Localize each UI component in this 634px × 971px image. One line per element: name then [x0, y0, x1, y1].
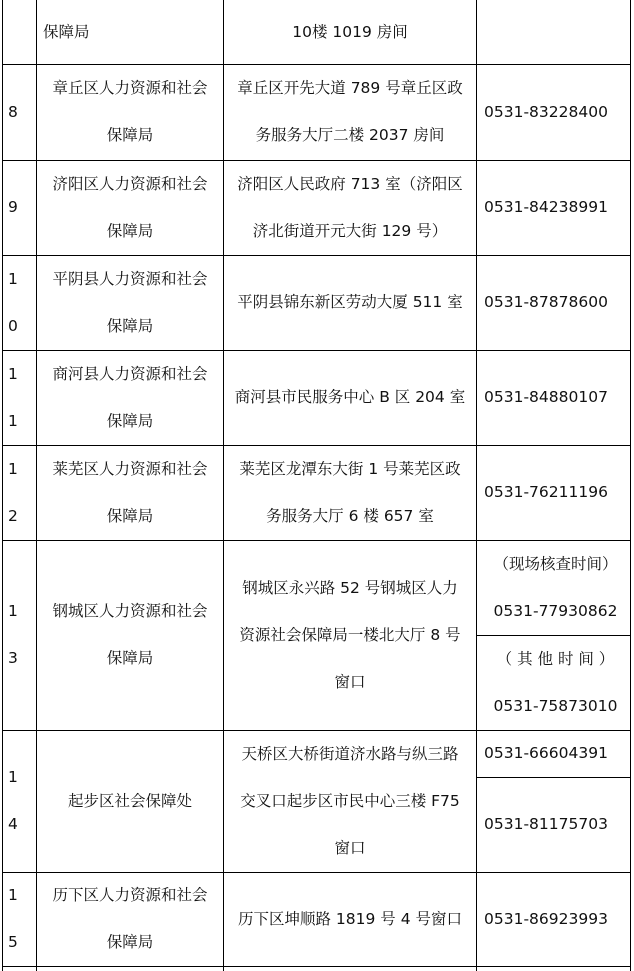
- agency-name: 保障局: [106, 933, 154, 951]
- phone-cell: [477, 350, 634, 445]
- address: 济阳区人民政府 713 室（济阳区: [237, 174, 463, 193]
- agency-name: 保障局: [106, 221, 154, 240]
- address: 平阴县锦东新区劳动大厦 511 室: [237, 293, 463, 311]
- address-cell: [224, 255, 476, 350]
- row-number: [8, 730, 32, 872]
- agency-name: 章丘区人力资源和社会: [52, 79, 208, 97]
- agency-name: 钢城区人力资源和社会: [52, 602, 208, 620]
- address: 章丘区开先大道 789 号章丘区政: [237, 79, 463, 97]
- address-cell: [224, 64, 476, 160]
- row-number: [8, 64, 32, 160]
- agency-name-cell: [37, 872, 223, 966]
- address: 钢城区永兴路 52 号钢城区人力: [242, 578, 458, 597]
- phone-number: 0531-81175703: [484, 815, 608, 833]
- row-number: [8, 255, 32, 350]
- agency-name: 平阴县人力资源和社会: [52, 269, 208, 288]
- phone-number: 0531-86923993: [484, 909, 608, 928]
- address: 务服务大厅 6 楼 657 室: [266, 506, 434, 525]
- phone-cell: [477, 872, 634, 966]
- address: 历下区坤顺路 1819 号 4 号窗口: [237, 909, 463, 928]
- agency-name: 保障局: [106, 506, 154, 525]
- address-cell: [224, 872, 476, 966]
- row-number-digit: 5: [8, 933, 18, 951]
- address: 交叉口起步区市民中心三楼 F75: [240, 791, 460, 810]
- row-number-digit: 2: [8, 506, 18, 525]
- address-cell: [224, 445, 476, 540]
- agency-name: 莱芜区人力资源和社会: [52, 459, 208, 478]
- address: 商河县市民服务中心 B 区 204 室: [234, 388, 466, 406]
- address: 资源社会保障局一楼北大厅 8 号: [239, 625, 461, 644]
- address: 窗口: [334, 838, 366, 857]
- agency-name-cell: [37, 160, 223, 255]
- row-number-digit: 1: [8, 886, 18, 904]
- address-cell: [224, 730, 476, 872]
- row-number-digit: 1: [8, 459, 18, 478]
- row-number-digit: 1: [8, 768, 18, 786]
- phone-number: 0531-84238991: [484, 198, 608, 216]
- phone-cell: [477, 445, 634, 540]
- row-number: [8, 872, 32, 966]
- row-number-digit: 4: [8, 815, 18, 833]
- agency-name-cell: [37, 64, 223, 160]
- address-cell: [224, 160, 476, 255]
- agency-name: 商河县人力资源和社会: [52, 364, 208, 383]
- agency-name: 保障局: [106, 649, 154, 667]
- agency-name: 保障局: [106, 126, 154, 144]
- row-number-digit: 3: [8, 649, 18, 667]
- phone-cell: [477, 730, 634, 777]
- phone-cell: [477, 540, 634, 635]
- agency-name: 保障局: [106, 316, 154, 335]
- agency-name: 起步区社会保障处: [67, 791, 192, 810]
- row-number-digit: 1: [8, 602, 18, 620]
- row-number: [8, 540, 32, 730]
- agency-name-cell: [37, 730, 223, 872]
- address: 莱芜区龙潭东大街 1 号莱芜区政: [239, 459, 461, 478]
- agency-name: 保障局: [43, 22, 90, 41]
- agency-name-cell: [37, 445, 223, 540]
- address: 天桥区大桥街道济水路与纵三路: [241, 744, 459, 763]
- phone-number: 0531-84880107: [484, 388, 608, 406]
- phone-number: 0531-87878600: [484, 293, 608, 311]
- phone-cell: [477, 160, 634, 255]
- row-number-digit: 9: [8, 198, 18, 216]
- row-number: [8, 350, 32, 445]
- phone-number: 0531-66604391: [484, 744, 608, 762]
- phone-cell: [477, 635, 634, 730]
- row-number-digit: 0: [8, 316, 18, 335]
- table-row: [224, 0, 476, 64]
- agency-name: 济阳区人力资源和社会: [52, 174, 208, 193]
- agency-name-cell: [37, 540, 223, 730]
- phone-cell: [477, 255, 634, 350]
- row-number-digit: 1: [8, 411, 18, 430]
- phone-cell: [477, 777, 634, 872]
- row-number-digit: 1: [8, 269, 18, 288]
- agency-name: 保障局: [106, 411, 154, 430]
- address: 务服务大厅二楼 2037 房间: [255, 126, 445, 144]
- address: 济北街道开元大街 129 号）: [252, 221, 448, 240]
- agency-name: 历下区人力资源和社会: [52, 886, 208, 904]
- table-border: [2, 966, 631, 967]
- phone-number: 0531-83228400: [484, 102, 608, 121]
- phone-number: 0531-76211196: [484, 483, 608, 501]
- row-number: [8, 445, 32, 540]
- row-number: [8, 160, 32, 255]
- address-cell: [224, 350, 476, 445]
- row-number-digit: 8: [8, 102, 18, 121]
- address: 窗口: [334, 672, 366, 691]
- agency-name-cell: [37, 255, 223, 350]
- phone-number: 0531-75873010: [493, 696, 618, 715]
- table-row: [37, 0, 223, 64]
- phone-cell: [477, 64, 634, 160]
- phone-number: 0531-77930862: [493, 601, 618, 620]
- table-border: [2, 0, 3, 971]
- agency-name-cell: [37, 350, 223, 445]
- phone-note: （现场核查时间）: [493, 554, 618, 573]
- phone-note: （ 其 他 时 间 ）: [496, 649, 615, 668]
- address: 10楼 1019 房间: [292, 22, 408, 41]
- address-cell: [224, 540, 476, 730]
- row-number-digit: 1: [8, 364, 18, 383]
